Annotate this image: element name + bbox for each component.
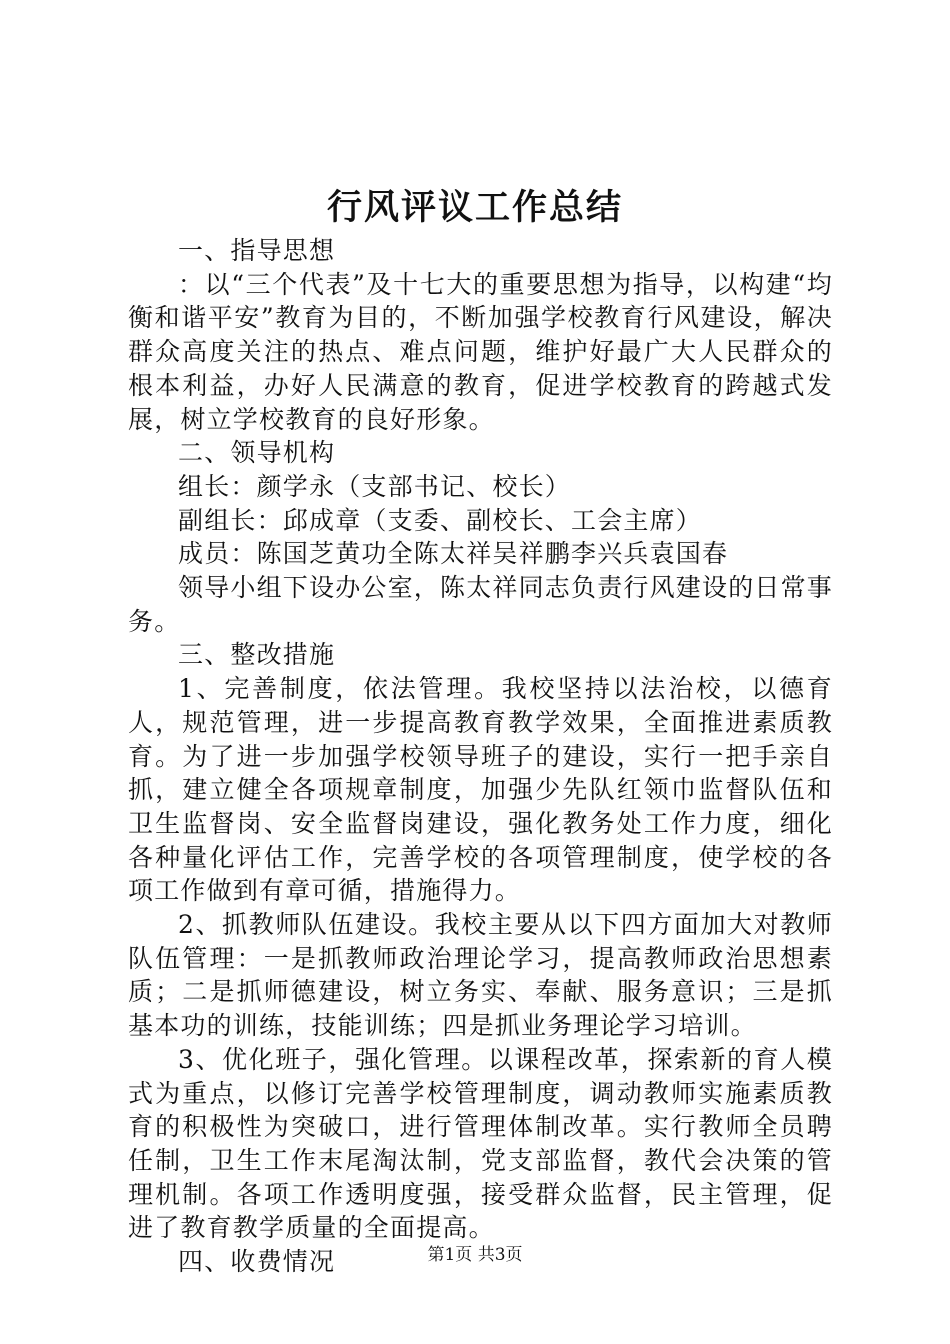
page-footer: 第1页 共3页 — [427, 1245, 523, 1265]
paragraph-measure-3: 3、优化班子，强化管理。以课程改革，探索新的育人模式为重点，以修订完善学校管理制度，调动教师实施素质教育的积极性为突破口，进行管理体制改革。实行教师全员聘任制，卫生工作末尾淘汰制，党支部监督，教代会决策的管理机制。各项工作透明度强，接受群众监督，民主管理，促进了教育教学质量的全面提高。 — [128, 1044, 833, 1243]
section-heading-leadership: 二、领导机构 — [178, 438, 336, 468]
section-heading-guiding-ideology: 一、指导思想 — [178, 236, 336, 265]
paragraph-measure-1: 1、完善制度，依法管理。我校坚持以法治校，以德育人，规范管理，进一步提高教育教学效果，全面推进素质教育。为了进一步加强学校领导班子的建设，实行一把手亲自抓，建立健全各项规章制度，加强少先队红领巾监督队伍和卫生监督岗、安全监督岗建设，强化教务处工作力度，细化各种量化评估工作，完善学校的各项管理制度，使学校的各项工作做到有章可循，措施得力。 — [128, 674, 833, 906]
section-heading-fees: 四、收费情况 — [178, 1247, 336, 1277]
paragraph-guiding-ideology: ：以“三个代表”及十七大的重要思想为指导，以构建“均衡和谐平安”教育为目的，不断加强学校教育行风建设，解决群众高度关注的热点、难点问题，维护好最广大人民群众的根本利益，办好人民满意的教育，促进学校教育的跨越式发展，树立学校教育的良好形象。 — [128, 269, 833, 434]
paragraph-measure-2: 2、抓教师队伍建设。我校主要从以下四方面加大对教师队伍管理：一是抓教师政治理论学习，提高教师政治思想素质；二是抓师德建设，树立务实、奉献、服务意识；三是抓基本功的训练，技能训练；四是抓业务理论学习培训。 — [128, 910, 833, 1041]
document-title: 行风评议工作总结 — [326, 187, 623, 228]
section-heading-rectification: 三、整改措施 — [178, 640, 336, 670]
paragraph-group-leader: 组长：颜学永（支部书记、校长） — [178, 471, 572, 501]
paragraph-deputy-leader: 副组长：邱成章（支委、副校长、工会主席） — [178, 505, 703, 535]
paragraph-office: 领导小组下设办公室，陈太祥同志负责行风建设的日常事务。 — [128, 573, 834, 636]
document-body — [128, 234, 833, 1279]
paragraph-members: 成员：陈国芝黄功全陈太祥吴祥鹏李兴兵袁国春 — [178, 539, 729, 569]
